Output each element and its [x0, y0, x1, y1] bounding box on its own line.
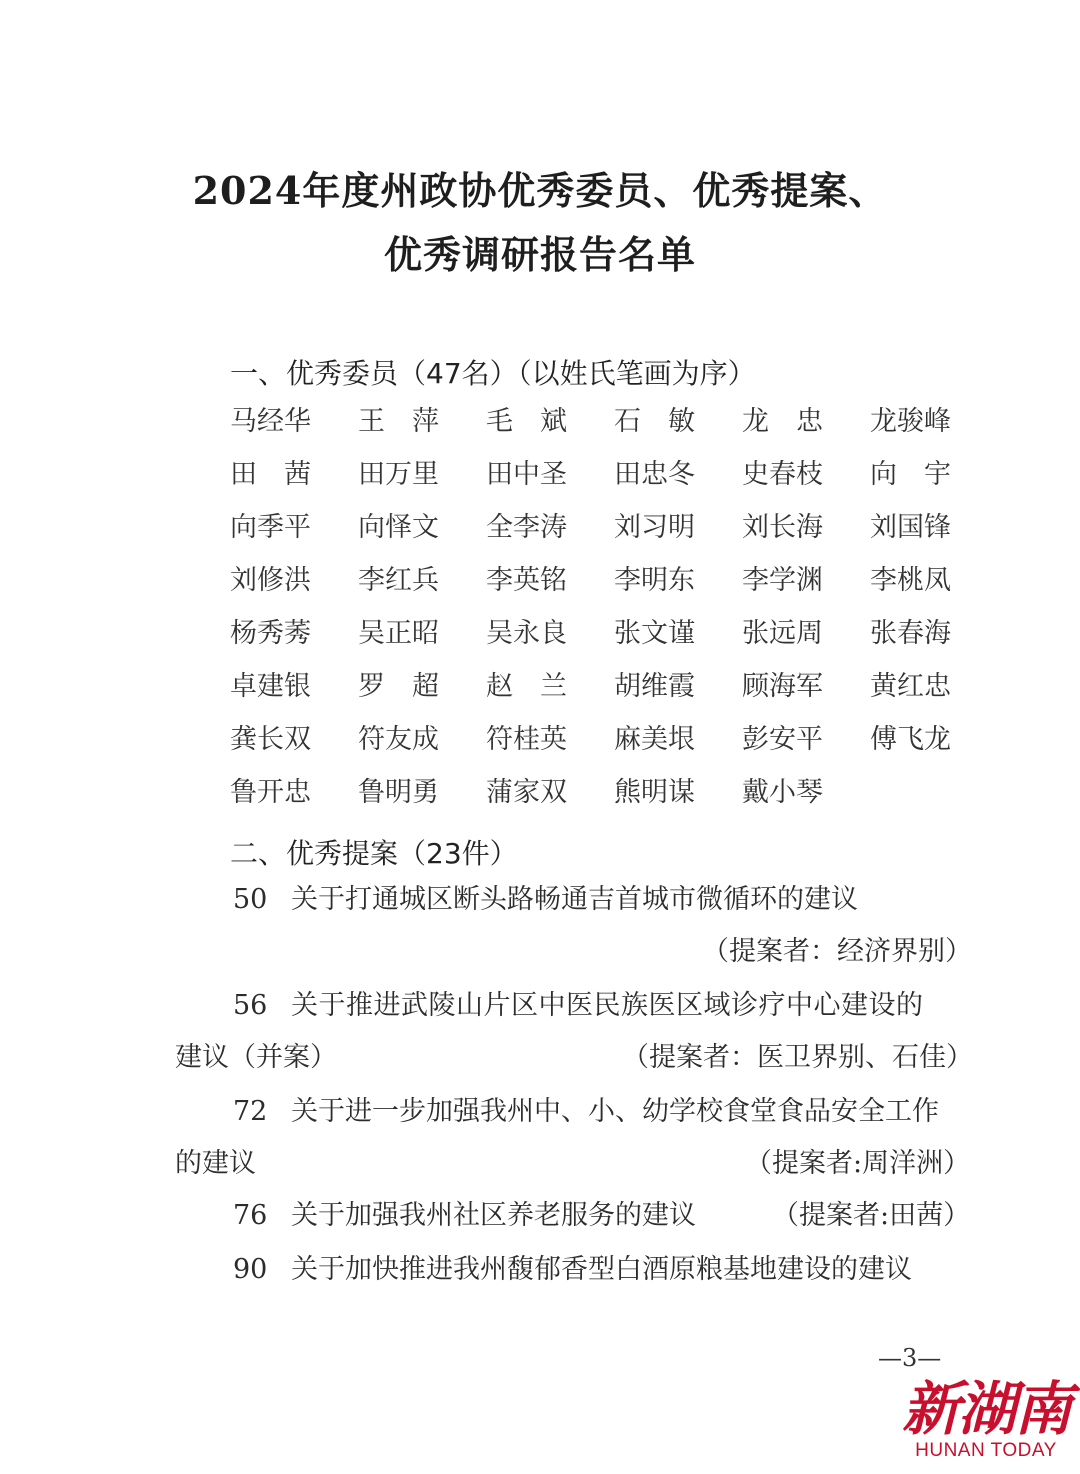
member-name: 石 敏 — [614, 406, 695, 437]
member-name: 刘习明 — [614, 512, 695, 543]
proposal-item — [233, 880, 858, 920]
proposal-title: 关于打通城区断头路畅通吉首城市微循环的建议 — [291, 884, 858, 915]
member-name: 向 宇 — [870, 459, 951, 490]
member-name: 赵 兰 — [486, 671, 567, 702]
member-name: 李桃凤 — [870, 565, 951, 596]
members-grid — [230, 402, 998, 826]
proposal-number: 90 — [233, 1254, 268, 1285]
proposal-title: 关于加强我州社区养老服务的建议 — [291, 1200, 696, 1231]
proposal-number: 56 — [233, 990, 268, 1021]
proposal-item — [233, 986, 924, 1026]
member-name: 向季平 — [230, 512, 311, 543]
member-name: 杨秀莠 — [230, 618, 311, 649]
member-name: 田 茜 — [230, 459, 311, 490]
section-heading-members: 一、优秀委员（47名）（以姓氏笔画为序） — [230, 357, 756, 390]
member-name: 王 萍 — [358, 406, 439, 437]
proposal-title-continuation: 建议（并案） — [175, 1042, 337, 1073]
logo-text: 新湖南 — [901, 1375, 1070, 1443]
member-name: 田中圣 — [486, 459, 567, 490]
proposal-item — [233, 1092, 939, 1132]
hunan-today-logo — [896, 1362, 1076, 1472]
page-title-line-1: 2024年度州政协优秀委员、优秀提案、 — [192, 168, 888, 213]
member-name: 胡维霞 — [614, 671, 695, 702]
member-name: 刘国锋 — [870, 512, 951, 543]
member-name: 毛 斌 — [486, 406, 567, 437]
member-name: 罗 超 — [358, 671, 439, 702]
member-name: 顾海军 — [742, 671, 823, 702]
member-name: 鲁开忠 — [230, 777, 311, 808]
member-name: 史春枝 — [742, 459, 823, 490]
proposal-number: 50 — [233, 884, 268, 915]
proposal-number: 72 — [233, 1096, 268, 1127]
proposal-item — [233, 1196, 696, 1236]
proposal-title: 关于加快推进我州馥郁香型白酒原粮基地建设的建议 — [291, 1254, 912, 1285]
member-name: 龙 忠 — [742, 406, 823, 437]
proposal-submitter: （提案者:田茜） — [772, 1200, 971, 1231]
proposal-title: 关于推进武陵山片区中医民族医区域诊疗中心建设的 — [291, 990, 924, 1021]
member-name: 符桂英 — [486, 724, 567, 755]
page-title-line-2: 优秀调研报告名单 — [383, 232, 696, 277]
proposal-title-continuation: 的建议 — [175, 1148, 256, 1179]
member-name: 刘修洪 — [230, 565, 311, 596]
member-name: 李英铭 — [486, 565, 567, 596]
page-number: —3— — [878, 1344, 942, 1372]
member-name: 田万里 — [358, 459, 439, 490]
member-name: 蒲家双 — [486, 777, 567, 808]
member-name: 田忠冬 — [614, 459, 695, 490]
proposal-submitter: （提案者：经济界别） — [702, 936, 972, 967]
member-name: 向怿文 — [358, 512, 439, 543]
member-name: 张远周 — [742, 618, 823, 649]
member-name: 符友成 — [358, 724, 439, 755]
member-name: 傅飞龙 — [870, 724, 951, 755]
logo-subtitle: HUNAN TODAY — [915, 1440, 1057, 1461]
proposal-submitter: （提案者：医卫界别、石佳） — [622, 1042, 973, 1073]
proposal-title: 关于进一步加强我州中、小、幼学校食堂食品安全工作 — [291, 1096, 939, 1127]
member-name: 卓建银 — [230, 671, 311, 702]
member-name: 张春海 — [870, 618, 951, 649]
member-name: 龚长双 — [230, 724, 311, 755]
member-name: 熊明谋 — [614, 777, 695, 808]
member-name: 黄红忠 — [870, 671, 951, 702]
member-name: 李红兵 — [358, 565, 439, 596]
member-name: 吴永良 — [486, 618, 567, 649]
proposal-item — [233, 1250, 912, 1290]
member-name: 吴正昭 — [358, 618, 439, 649]
member-name: 彭安平 — [742, 724, 823, 755]
member-name: 龙骏峰 — [870, 406, 951, 437]
member-name: 麻美垠 — [614, 724, 695, 755]
member-name: 鲁明勇 — [358, 777, 439, 808]
member-name: 刘长海 — [742, 512, 823, 543]
member-name: 马经华 — [230, 406, 311, 437]
member-name: 全李涛 — [486, 512, 567, 543]
member-name: 李学渊 — [742, 565, 823, 596]
proposal-number: 76 — [233, 1200, 268, 1231]
section-heading-proposals: 二、优秀提案（23件） — [230, 837, 518, 870]
member-name: 张文谨 — [614, 618, 695, 649]
proposal-submitter: （提案者:周洋洲） — [745, 1148, 971, 1179]
member-name: 戴小琴 — [742, 777, 823, 808]
member-name: 李明东 — [614, 565, 695, 596]
